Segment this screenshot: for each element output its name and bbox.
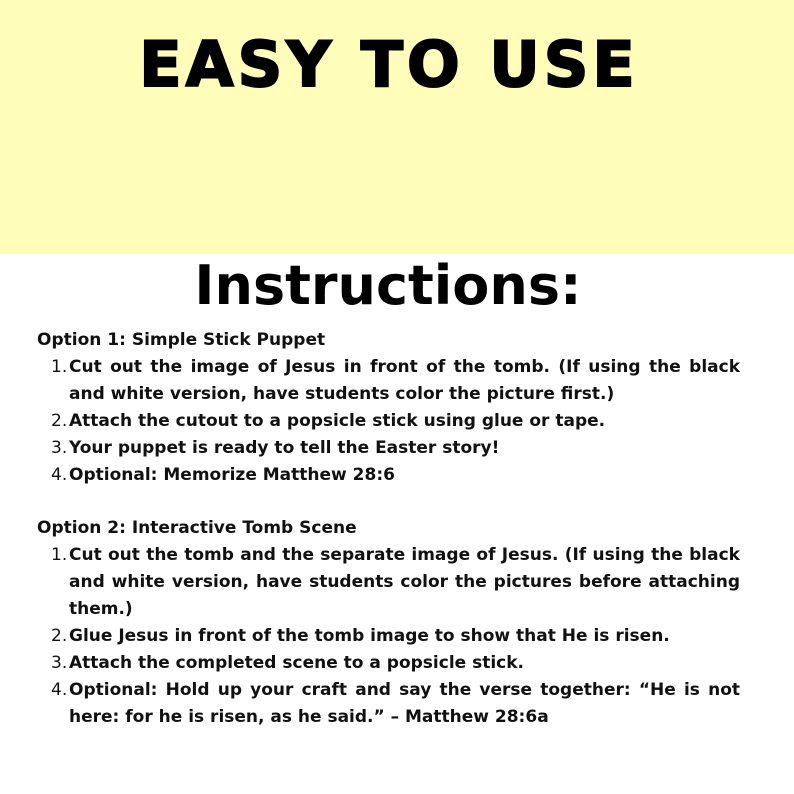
step-item	[51, 354, 740, 408]
option-title: Option 1: Simple Stick Puppet	[37, 330, 326, 350]
option-title: Option 2: Interactive Tomb Scene	[37, 518, 357, 538]
step-item	[51, 462, 740, 489]
step-item	[51, 623, 740, 650]
step-number: 1.	[51, 357, 68, 377]
step-number: 1.	[51, 545, 68, 565]
step-item	[51, 677, 740, 731]
step-number: 4.	[51, 680, 68, 700]
step-number: 3.	[51, 653, 68, 673]
step-text: Optional: Hold up your craft and say the verse together: “He is not here: for he is risen, as he said.” – Matthew 28:6a	[69, 680, 740, 727]
step-item	[51, 650, 740, 677]
option-2	[37, 515, 740, 731]
banner	[0, 0, 794, 254]
step-number: 4.	[51, 465, 68, 485]
step-list	[37, 542, 740, 731]
step-text: Optional: Memorize Matthew 28:6	[69, 465, 395, 485]
step-text: Cut out the tomb and the separate image of Jesus. (If using the black and white version, have students color the pictures before attaching them.)	[69, 545, 740, 619]
option-1	[37, 327, 740, 489]
step-item	[51, 542, 740, 623]
banner-title: EASY TO USE	[139, 28, 639, 101]
step-item	[51, 408, 740, 435]
step-number: 2.	[51, 411, 68, 431]
step-list	[37, 354, 740, 489]
step-text: Attach the cutout to a popsicle stick using glue or tape.	[69, 411, 606, 431]
step-text: Your puppet is ready to tell the Easter story!	[69, 438, 500, 458]
step-text: Cut out the image of Jesus in front of the tomb. (If using the black and white version, have students color the picture first.)	[69, 357, 740, 404]
instruction-options	[37, 327, 740, 757]
step-item	[51, 435, 740, 462]
step-number: 2.	[51, 626, 68, 646]
step-text: Attach the completed scene to a popsicle stick.	[69, 653, 525, 673]
step-text: Glue Jesus in front of the tomb image to show that He is risen.	[69, 626, 670, 646]
step-number: 3.	[51, 438, 68, 458]
instructions-heading: Instructions:	[194, 254, 582, 317]
